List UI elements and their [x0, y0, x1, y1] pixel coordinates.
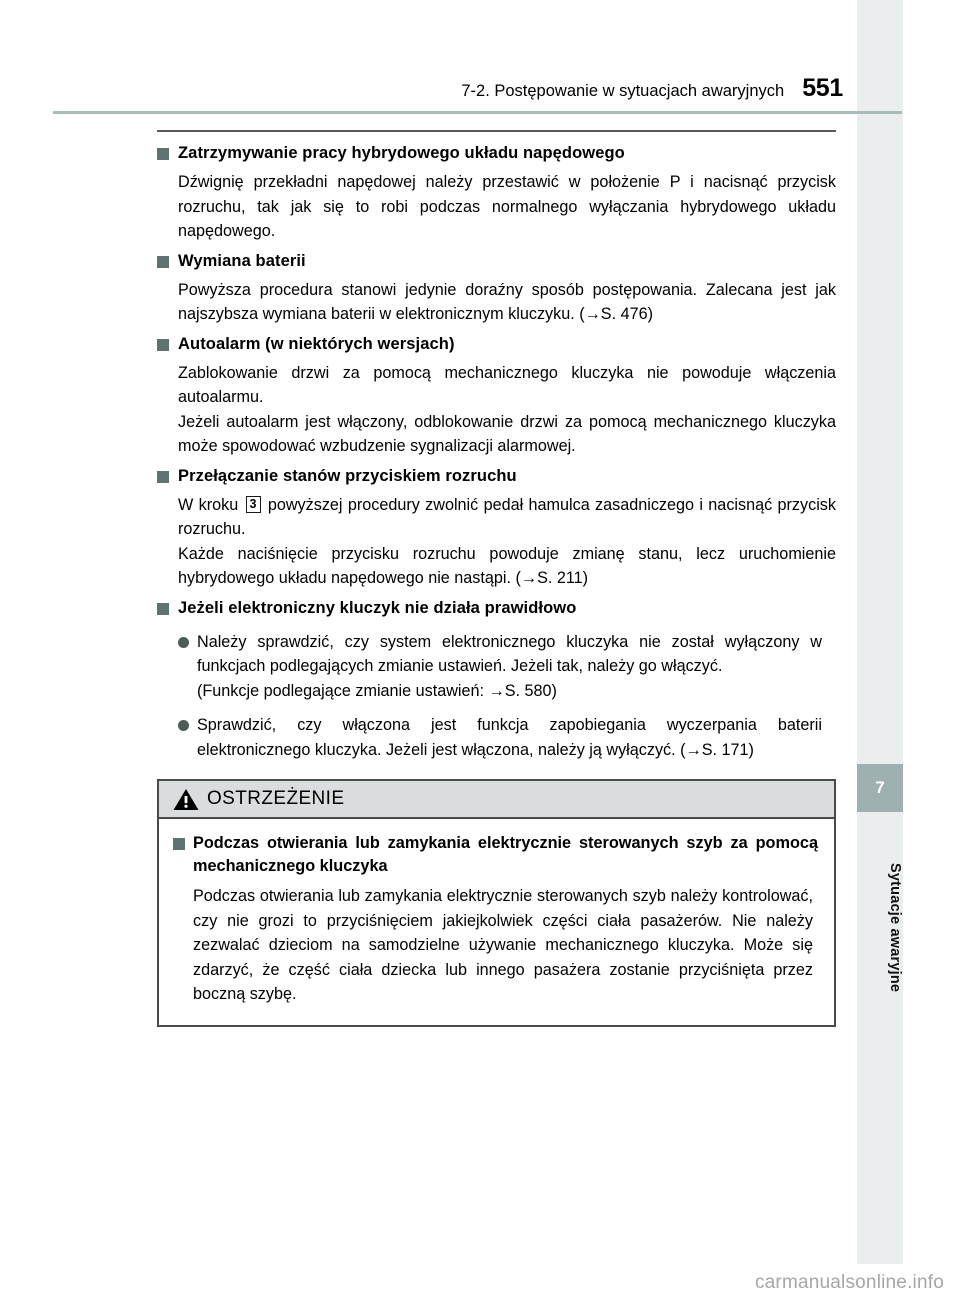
list-item-text: [197, 630, 822, 704]
section-heading-4: [157, 465, 836, 488]
section-title: 7-2. Postępowanie w sytuacjach awaryjnych: [461, 82, 785, 100]
warning-body: [159, 819, 834, 1025]
list-item-body: Należy sprawdzić, czy system elektronicznego kluczyka nie został wyłączony w funkcjach podlegających zmianie ustawień. Jeżeli tak, należy go włączyć.: [197, 632, 822, 675]
heading-text: Zatrzymywanie pracy hybrydowego układu napędowego: [178, 144, 625, 162]
section-rule: [157, 130, 836, 132]
paragraph: Powyższa procedura stanowi jedynie doraźny sposób postępowania. Zalecana jest jak najszybsza wymiana baterii w elektronicznym kluczyku. (→S. 476): [178, 280, 836, 323]
square-bullet-icon: [173, 838, 185, 850]
step-suffix-text: powyższej procedury zwolnić pedał hamulca zasadniczego i nacisnąć przycisk rozruchu.: [178, 495, 836, 538]
watermark: carmanualsonline.info: [754, 1272, 944, 1293]
paragraph-with-step: [178, 493, 836, 542]
section-heading-2: [157, 250, 836, 273]
header-rule: [53, 111, 902, 114]
list-item: [178, 713, 836, 762]
square-bullet-icon: [157, 603, 169, 615]
paragraph: Jeżeli autoalarm jest włączony, odblokowanie drzwi za pomocą mechanicznego kluczyka może spowodować wzbudzenie sygnalizacji alarmowej.: [178, 412, 836, 455]
warning-box: [157, 779, 836, 1027]
warning-title: OSTRZEŻENIE: [207, 788, 345, 809]
list-item-subnote: (Funkcje podlegające zmianie ustawień: →S. 580): [197, 681, 557, 700]
section-heading-3: [157, 333, 836, 356]
heading-text: Jeżeli elektroniczny kluczyk nie działa prawidłowo: [178, 598, 577, 617]
page-body: [157, 136, 836, 762]
page-header: [53, 74, 843, 104]
section-heading-5: [157, 597, 836, 620]
square-bullet-icon: [157, 471, 169, 483]
warning-header: [159, 781, 834, 819]
section-heading-1: [157, 142, 836, 165]
warning-paragraph: Podczas otwierania lub zamykania elektrycznie sterowanych szyb należy kontrolować, czy nie grozi to przyciśnięciem jakiejkolwiek części ciała pasażerów. Nie należy zezwalać dzieciom na samodzielne używanie mechanicznego kluczyka. Może się zdarzyć, że część ciała dziecka lub innego pasażera zostanie przyciśnięta przez boczną szybę.: [193, 887, 813, 1003]
heading-text: Wymiana baterii: [178, 251, 306, 270]
square-bullet-icon: [157, 256, 169, 268]
chapter-label: Sytuacje awaryjne: [887, 863, 903, 993]
bullet-list: [178, 630, 836, 763]
heading-text: Przełączanie stanów przyciskiem rozruchu: [178, 466, 517, 485]
warning-heading: Podczas otwierania lub zamykania elektrycznie sterowanych szyb za pomocą mechanicznego kluczyka: [193, 834, 818, 875]
heading-text: Autoalarm (w niektórych wersjach): [178, 334, 455, 353]
warning-triangle-icon: [173, 788, 199, 811]
square-bullet-icon: [157, 148, 169, 160]
round-bullet-icon: [178, 637, 189, 648]
round-bullet-icon: [178, 720, 189, 731]
step-prefix-text: W kroku: [178, 495, 239, 514]
paragraph: Dźwignię przekładni napędowej należy przestawić w położenie P i nacisnąć przycisk rozruchu, tak jak się to robi podczas normalnego wyłączania hybrydowego układu napędowego.: [178, 173, 836, 240]
paragraph: Każde naciśnięcie przycisku rozruchu powoduje zmianę stanu, lecz uruchomienie hybrydowego układu napędowego nie nastąpi. (→S. 211): [178, 544, 836, 587]
square-bullet-icon: [157, 339, 169, 351]
paragraph: Zablokowanie drzwi za pomocą mechanicznego kluczyka nie powoduje włączenia autoalarmu.: [178, 363, 836, 406]
list-item-text: Sprawdzić, czy włączona jest funkcja zapobiegania wyczerpania baterii elektronicznego kluczyka. Jeżeli jest włączona, należy ją wyłączyć. (→S. 171): [197, 716, 822, 759]
chapter-number: 7: [875, 778, 885, 797]
page-number: 551: [802, 74, 843, 102]
step-number-box: 3: [246, 496, 261, 513]
chapter-tab: [857, 764, 903, 812]
chapter-side-column: [857, 0, 903, 1264]
warning-heading-row: [173, 832, 818, 878]
list-item: [178, 630, 836, 704]
